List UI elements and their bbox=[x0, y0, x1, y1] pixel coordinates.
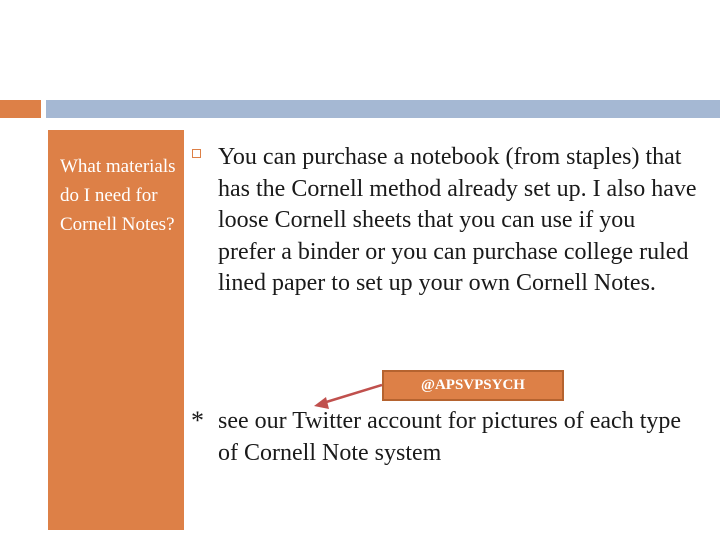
answer-text: You can purchase a notebook (from staples) that has the Cornell method already set up. I also have loose Cornell sheets that you can use if you prefer a binder or you can purchase college ruled lined paper to set up your own Cornell Notes. bbox=[218, 144, 697, 296]
footnote-text: see our Twitter account for pictures of each type of Cornell Note system bbox=[218, 408, 682, 466]
sidebar-question: What materials do I need for Cornell Notes? bbox=[60, 156, 176, 235]
asterisk-marker: * bbox=[191, 406, 204, 435]
twitter-handle-badge: @APSVPSYCH bbox=[382, 370, 564, 401]
